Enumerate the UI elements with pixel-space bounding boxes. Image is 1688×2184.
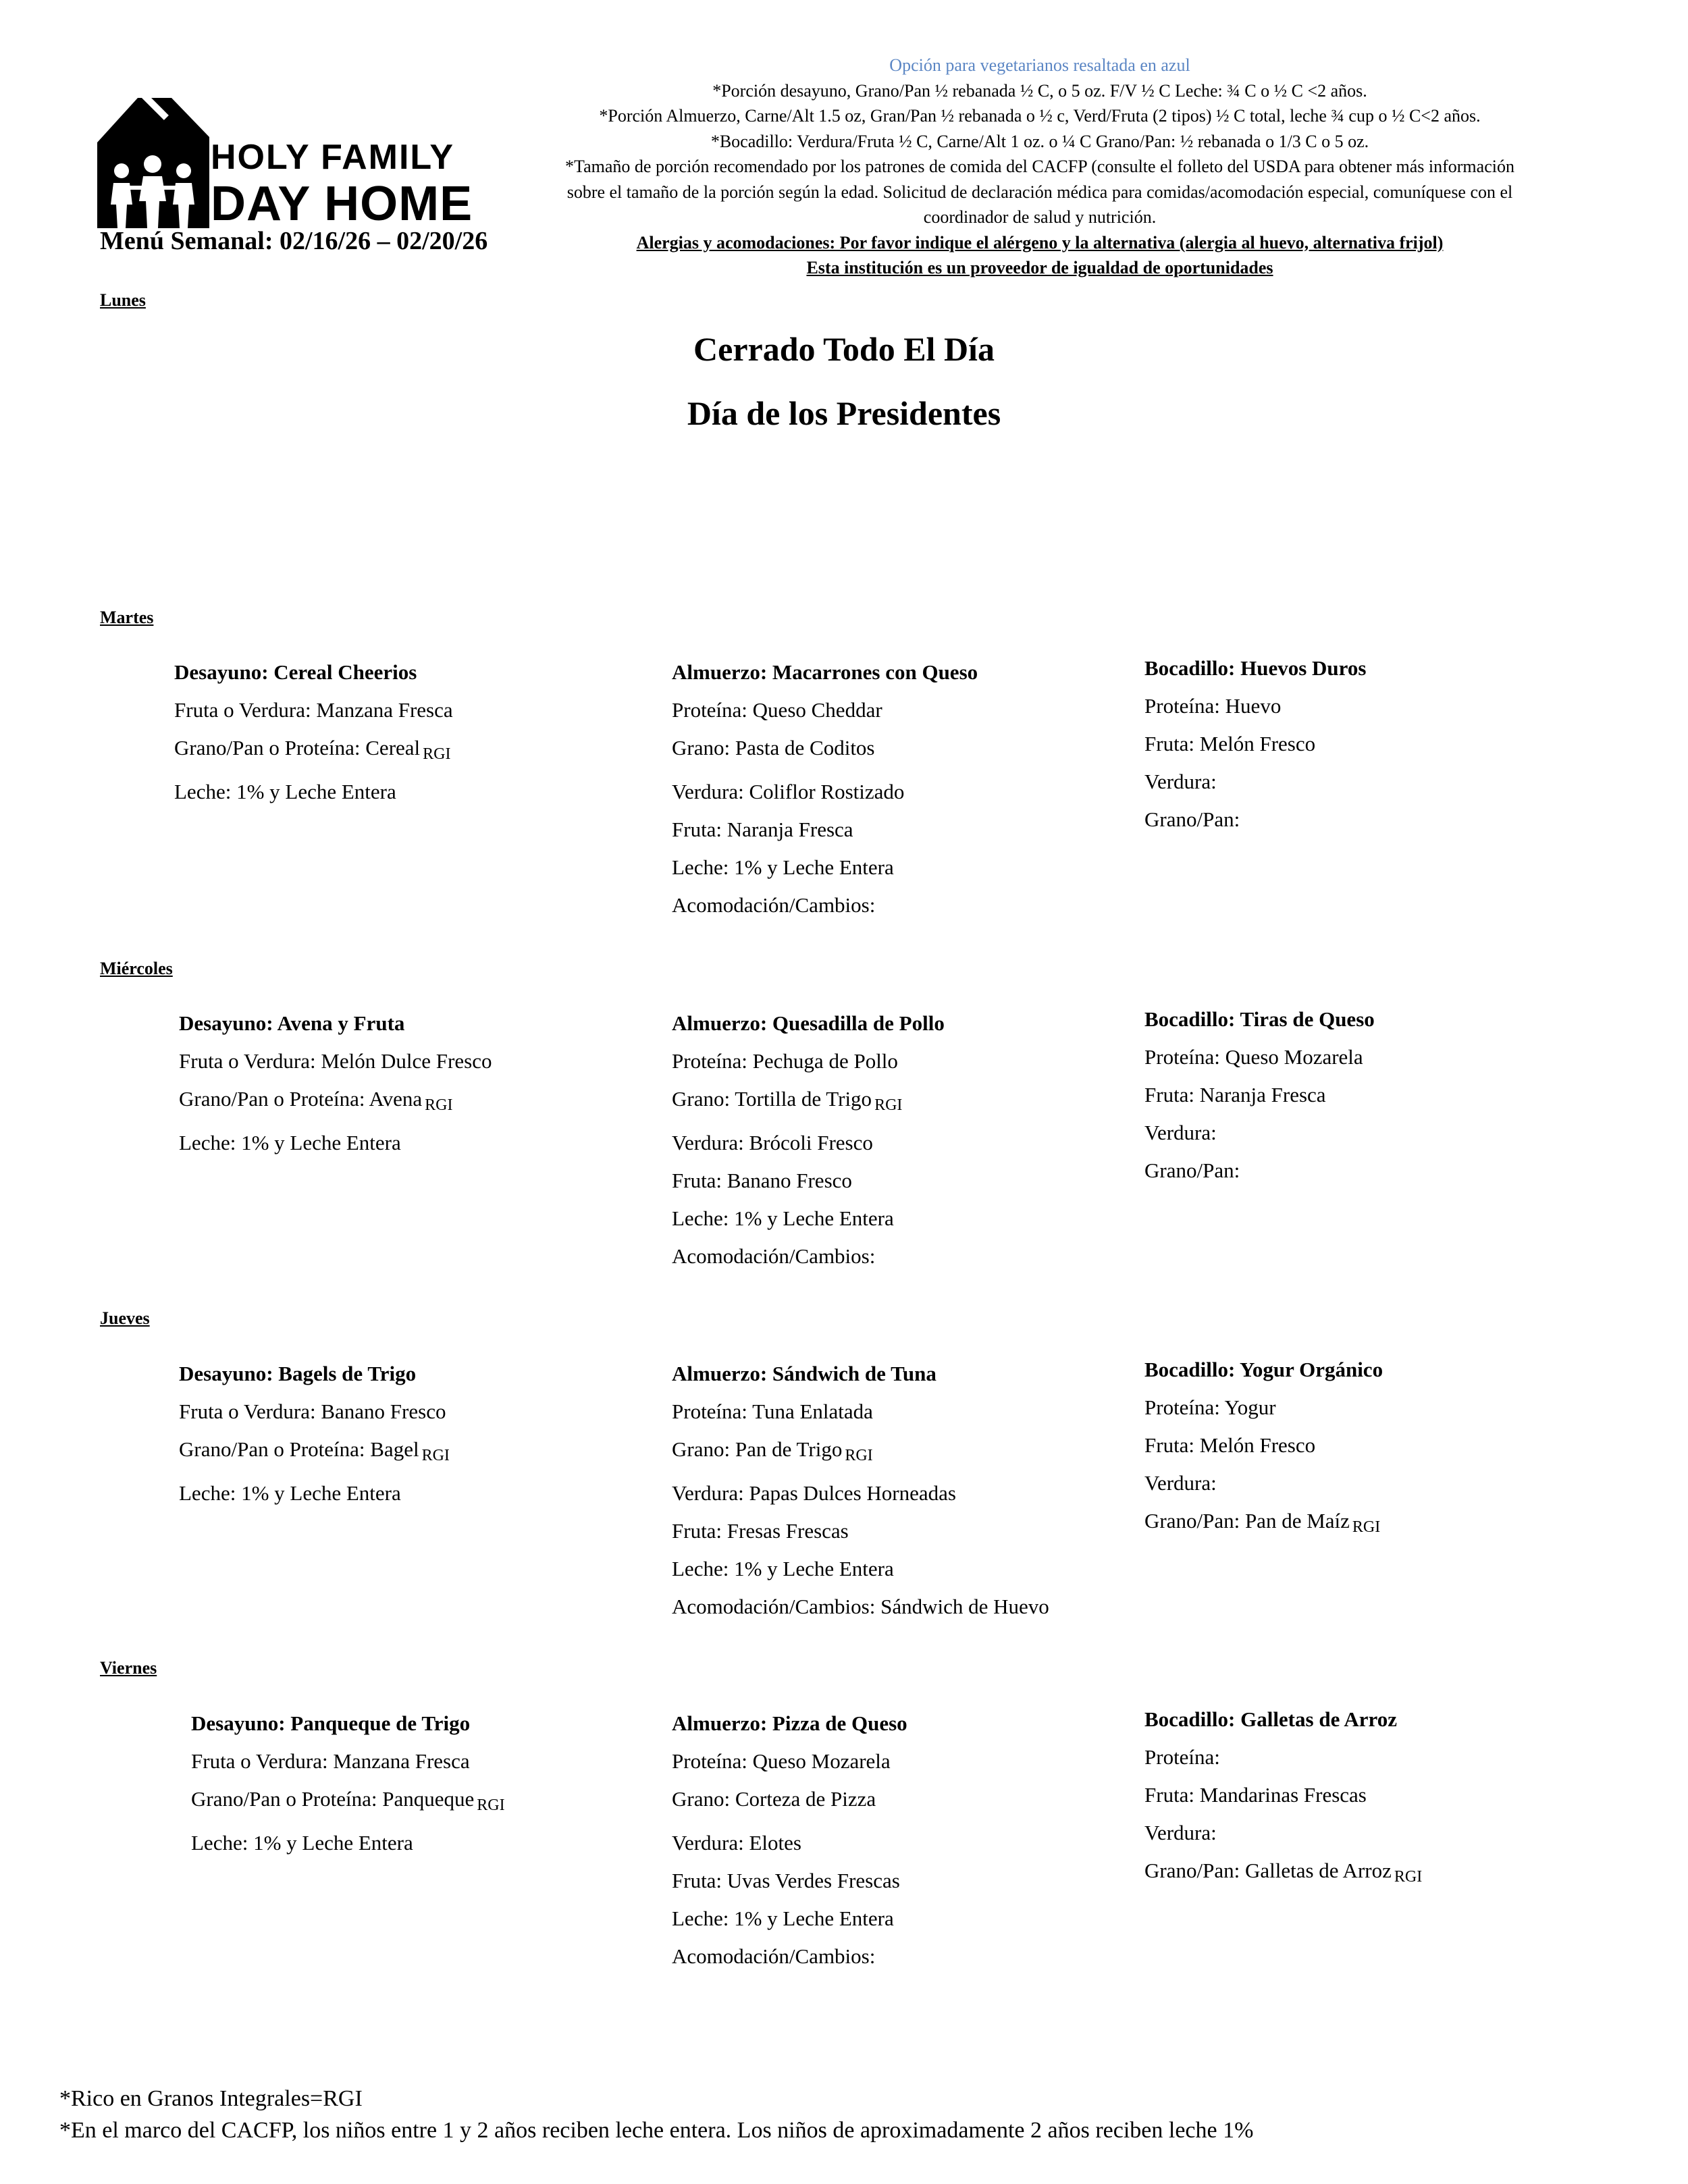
house-family-icon: [96, 97, 211, 228]
breakfast-title: Desayuno: Avena y Fruta: [179, 1011, 405, 1035]
logo-line-2: DAY HOME: [211, 177, 473, 231]
lunch-column: [672, 1355, 1049, 1626]
lunch-fruit: Fruta: Banano Fresco: [672, 1169, 852, 1192]
snack-grain: Grano/Pan: Galletas de Arroz RGI: [1144, 1859, 1423, 1886]
lunch-milk: Leche: 1% y Leche Entera: [672, 1557, 894, 1580]
lunch-title: Almuerzo: Quesadilla de Pollo: [672, 1011, 945, 1035]
rgi-marker: RGI: [421, 1447, 450, 1464]
serving-notes: [533, 53, 1546, 281]
snack-grain: Grano/Pan: Pan de Maíz RGI: [1144, 1509, 1381, 1536]
lunch-column: [672, 1005, 945, 1275]
snack-protein: Proteína: Yogur: [1144, 1395, 1276, 1419]
breakfast-grain: Grano/Pan o Proteína: Panqueque RGI: [191, 1787, 505, 1814]
breakfast-milk: Leche: 1% y Leche Entera: [174, 780, 396, 803]
day-label-monday: Lunes: [100, 290, 146, 310]
breakfast-grain: Grano/Pan o Proteína: Avena RGI: [179, 1087, 453, 1114]
snack-title: Bocadillo: Galletas de Arroz: [1144, 1707, 1397, 1731]
breakfast-column: [179, 1005, 492, 1162]
note-snack: *Bocadillo: Verdura/Fruta ½ C, Carne/Alt 1 oz. o ¼ C Grano/Pan: ½ rebanada o 1/3 C o 5 oz.: [710, 131, 1369, 151]
lunch-milk: Leche: 1% y Leche Entera: [672, 855, 894, 879]
lunch-veg: Verdura: Coliflor Rostizado: [672, 780, 905, 803]
menu-title: Menú Semanal: 02/16/26 – 02/20/26: [100, 227, 488, 255]
day-label: Miércoles: [100, 959, 173, 978]
lunch-milk: Leche: 1% y Leche Entera: [672, 1907, 894, 1930]
footer-milk-note: *En el marco del CACFP, los niños entre 1 y 2 años reciben leche entera. Los niños de aproximadamente 2 años reciben leche 1%: [59, 2118, 1254, 2143]
snack-fruit: Fruta: Naranja Fresca: [1144, 1083, 1326, 1107]
breakfast-title: Desayuno: Cereal Cheerios: [174, 660, 417, 684]
day-label: Viernes: [100, 1658, 157, 1678]
breakfast-milk: Leche: 1% y Leche Entera: [179, 1131, 401, 1154]
rgi-marker: RGI: [1352, 1518, 1381, 1536]
rgi-marker: RGI: [425, 1096, 453, 1114]
snack-veg: Verdura:: [1144, 1471, 1217, 1495]
breakfast-column: [179, 1355, 450, 1512]
breakfast-fruit: Fruta o Verdura: Manzana Fresca: [174, 698, 453, 722]
breakfast-milk: Leche: 1% y Leche Entera: [191, 1831, 413, 1855]
lunch-grain: Grano: Pasta de Coditos: [672, 736, 875, 760]
note-breakfast: *Porción desayuno, Grano/Pan ½ rebanada ½ C, o 5 oz. F/V ½ C Leche: ¾ C o ½ C <2 años.: [712, 80, 1367, 101]
snack-fruit: Fruta: Melón Fresco: [1144, 732, 1316, 755]
lunch-column: [672, 654, 978, 924]
lunch-veg: Verdura: Papas Dulces Horneadas: [672, 1481, 956, 1505]
lunch-fruit: Fruta: Uvas Verdes Frescas: [672, 1869, 900, 1892]
day-label: Jueves: [100, 1308, 150, 1328]
snack-protein: Proteína: Queso Mozarela: [1144, 1045, 1363, 1069]
lunch-title: Almuerzo: Sándwich de Tuna: [672, 1362, 937, 1385]
lunch-fruit: Fruta: Naranja Fresca: [672, 818, 853, 841]
breakfast-fruit: Fruta o Verdura: Manzana Fresca: [191, 1749, 470, 1773]
lunch-title: Almuerzo: Macarrones con Queso: [672, 660, 978, 684]
lunch-grain: Grano: Pan de Trigo RGI: [672, 1437, 873, 1464]
snack-fruit: Fruta: Melón Fresco: [1144, 1433, 1316, 1457]
rgi-marker: RGI: [874, 1096, 903, 1114]
snack-column: [1144, 1001, 1375, 1196]
lunch-grain: Grano: Corteza de Pizza: [672, 1787, 876, 1811]
lunch-column: [672, 1705, 907, 1975]
lunch-accommodation: Acomodación/Cambios:: [672, 1244, 876, 1268]
snack-grain: Grano/Pan:: [1144, 807, 1240, 831]
equal-opportunity-note: Esta institución es un proveedor de igualdad de oportunidades: [806, 258, 1273, 277]
snack-veg: Verdura:: [1144, 1821, 1217, 1844]
note-lunch: *Porción Almuerzo, Carne/Alt 1.5 oz, Gran/Pan ½ rebanada o ½ c, Verd/Fruta (2 tipos) ½ C total, leche ¾ cup o ½ C<2 años.: [599, 106, 1481, 126]
logo-line-1: HOLY FAMILY: [211, 138, 455, 177]
breakfast-fruit: Fruta o Verdura: Melón Dulce Fresco: [179, 1049, 492, 1073]
snack-title: Bocadillo: Huevos Duros: [1144, 656, 1367, 680]
snack-veg: Verdura:: [1144, 1121, 1217, 1144]
snack-column: [1144, 1701, 1422, 1896]
breakfast-milk: Leche: 1% y Leche Entera: [179, 1481, 401, 1505]
note-size: *Tamaño de porción recomendado por los patrones de comida del CACFP (consulte el folleto del USDA para obtener más información sobre el tamaño de la porción según la edad. Solicitud de declaración médica para comidas/acomodación especial, comuníquese con el coordinador de salud y nutrición.: [565, 157, 1514, 227]
lunch-protein: Proteína: Queso Cheddar: [672, 698, 882, 722]
rgi-marker: RGI: [1394, 1868, 1423, 1886]
breakfast-fruit: Fruta o Verdura: Banano Fresco: [179, 1400, 446, 1423]
day-label: Martes: [100, 608, 154, 627]
snack-veg: Verdura:: [1144, 770, 1217, 793]
lunch-veg: Verdura: Brócoli Fresco: [672, 1131, 873, 1154]
breakfast-column: [191, 1705, 505, 1862]
lunch-protein: Proteína: Queso Mozarela: [672, 1749, 891, 1773]
lunch-accommodation: Acomodación/Cambios:: [672, 1944, 876, 1968]
snack-title: Bocadillo: Yogur Orgánico: [1144, 1358, 1383, 1381]
rgi-marker: RGI: [477, 1796, 505, 1814]
snack-grain: Grano/Pan:: [1144, 1158, 1240, 1182]
rgi-marker: RGI: [845, 1447, 873, 1464]
lunch-accommodation: Acomodación/Cambios:: [672, 893, 876, 917]
rgi-marker: RGI: [423, 745, 451, 763]
lunch-grain: Grano: Tortilla de Trigo RGI: [672, 1087, 903, 1114]
breakfast-grain: Grano/Pan o Proteína: Bagel RGI: [179, 1437, 450, 1464]
snack-column: [1144, 649, 1366, 845]
snack-column: [1144, 1351, 1383, 1546]
breakfast-title: Desayuno: Panqueque de Trigo: [191, 1711, 471, 1735]
breakfast-title: Desayuno: Bagels de Trigo: [179, 1362, 417, 1385]
logo: [96, 97, 473, 231]
closed-notice: Cerrado Todo El Día: [693, 330, 995, 368]
breakfast-column: [174, 654, 453, 811]
lunch-milk: Leche: 1% y Leche Entera: [672, 1206, 894, 1230]
snack-protein: Proteína: Huevo: [1144, 694, 1282, 718]
footer-rgi-note: *Rico en Granos Integrales=RGI: [59, 2086, 363, 2111]
lunch-accommodation: Acomodación/Cambios: Sándwich de Huevo: [672, 1595, 1049, 1618]
lunch-veg: Verdura: Elotes: [672, 1831, 801, 1855]
snack-fruit: Fruta: Mandarinas Frescas: [1144, 1783, 1367, 1807]
lunch-protein: Proteína: Pechuga de Pollo: [672, 1049, 898, 1073]
allergies-note: Alergias y acomodaciones: Por favor indique el alérgeno y la alternativa (alergia al huevo, alternativa frijol): [636, 232, 1444, 252]
breakfast-grain: Grano/Pan o Proteína: Cereal RGI: [174, 736, 451, 763]
lunch-title: Almuerzo: Pizza de Queso: [672, 1711, 907, 1735]
holiday-name: Día de los Presidentes: [687, 394, 1001, 432]
lunch-protein: Proteína: Tuna Enlatada: [672, 1400, 873, 1423]
snack-protein: Proteína:: [1144, 1745, 1220, 1769]
vegetarian-note: Opción para vegetarianos resaltada en azul: [889, 55, 1190, 75]
snack-title: Bocadillo: Tiras de Queso: [1144, 1007, 1375, 1031]
lunch-fruit: Fruta: Fresas Frescas: [672, 1519, 849, 1543]
